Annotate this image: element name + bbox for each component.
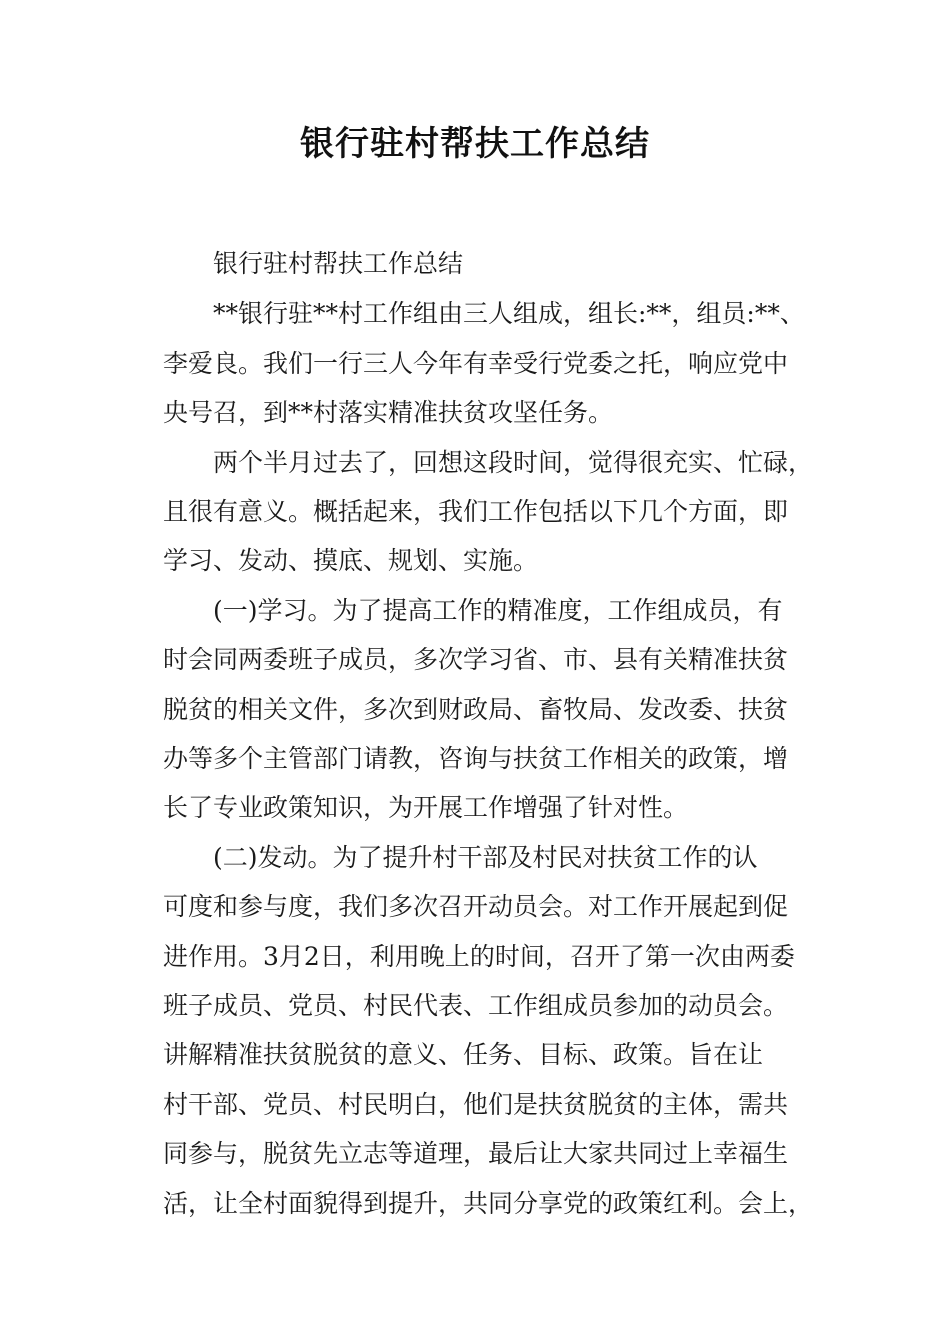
body-line: 进作用。3月2日，利用晚上的时间，召开了第一次由两委: [163, 942, 795, 971]
body-line: 长了专业政策知识，为开展工作增强了针对性。: [163, 793, 689, 822]
body-line: 同参与，脱贫先立志等道理，最后让大家共同过上幸福生: [163, 1139, 789, 1168]
body-line: 两个半月过去了，回想这段时间，觉得很充实、忙碌，: [213, 448, 814, 477]
body-line: (一)学习。为了提高工作的精准度，工作组成员，有: [213, 596, 783, 625]
body-line: 央号召，到**村落实精准扶贫攻坚任务。: [163, 398, 614, 427]
body-line: 李爱良。我们一行三人今年有幸受行党委之托，响应党中: [163, 349, 789, 378]
body-line: (二)发动。为了提升村干部及村民对扶贫工作的认: [213, 843, 758, 872]
body-line: 讲解精准扶贫脱贫的意义、任务、目标、政策。旨在让: [163, 1040, 764, 1069]
document-title: 银行驻村帮扶工作总结: [300, 124, 650, 164]
body-line: 村干部、党员、村民明白，他们是扶贫脱贫的主体，需共: [163, 1090, 789, 1119]
body-line: 办等多个主管部门请教，咨询与扶贫工作相关的政策，增: [163, 744, 789, 773]
body-line: 活，让全村面貌得到提升，共同分享党的政策红利。会上，: [163, 1189, 814, 1218]
body-line: 脱贫的相关文件，多次到财政局、畜牧局、发改委、扶贫: [163, 695, 789, 724]
body-line: 班子成员、党员、村民代表、工作组成员参加的动员会。: [163, 991, 789, 1020]
body-line: 且很有意义。概括起来，我们工作包括以下几个方面，即: [163, 497, 789, 526]
body-line: 银行驻村帮扶工作总结: [213, 249, 464, 278]
body-line: 可度和参与度，我们多次召开动员会。对工作开展起到促: [163, 892, 789, 921]
body-line: **银行驻**村工作组由三人组成，组长:**，组员:**、: [213, 299, 805, 328]
body-line: 学习、发动、摸底、规划、实施。: [163, 546, 539, 575]
body-line: 时会同两委班子成员，多次学习省、市、县有关精准扶贫: [163, 645, 789, 674]
